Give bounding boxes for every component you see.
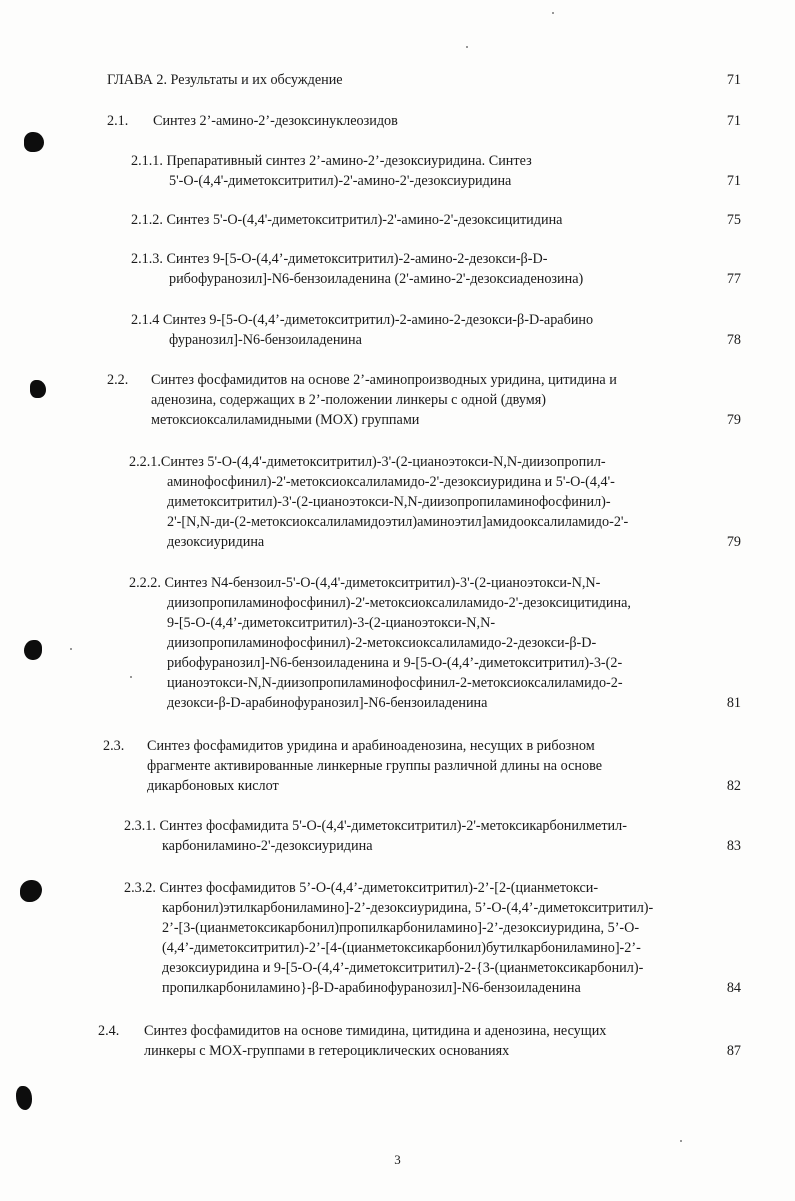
- entry-line: цианоэтокси-N,N-диизопропиламинофосфинил-2-метоксиоксалиламидо-2-: [167, 675, 623, 691]
- toc-entry-2-4: [98, 1021, 741, 1061]
- entry-line: 2.2.1.Синтез 5'-O-(4,4'-диметокситритил)-3'-(2-цианоэтокси-N,N-диизопропил-: [129, 454, 606, 470]
- section-number: 2.1.: [107, 113, 129, 129]
- toc-entry-2-1-2: [131, 210, 741, 230]
- entry-line: диизопропиламинофосфинил)-2-метоксиоксалиламидо-2-дезокси-β-D-: [167, 635, 597, 651]
- entry-line: фуранозил]-N6-бензоиладенина: [169, 332, 362, 348]
- toc-entry-2-1-1: [131, 151, 741, 191]
- entry-line: (4,4’-диметокситритил)-2’-[4-(цианметоксикарбонил)бутилкарбониламино]-2’-: [162, 940, 641, 956]
- toc-entry-2-1: [107, 111, 741, 131]
- ink-blot: [24, 132, 44, 152]
- entry-line: дезоксиуридина: [167, 534, 265, 550]
- toc-entry-2-2-2: [129, 573, 741, 713]
- ink-blot: [20, 880, 42, 902]
- toc-entry-2-2-1: [129, 452, 741, 552]
- entry-line: фрагменте активированные линкерные группы различной длины на основе: [147, 758, 602, 774]
- entry-line: 2.3.2. Синтез фосфамидитов 5’-O-(4,4’-диметокситритил)-2’-[2-(цианметокси-: [124, 880, 599, 896]
- page-ref: 75: [726, 212, 741, 228]
- entry-line: дезоксиуридина и 9-[5-O-(4,4’-диметокситритил)-2-{3-(цианметоксикарбонил)-: [162, 960, 644, 976]
- section-number: 2.3.: [103, 738, 125, 754]
- entry-line: 2'-[N,N-ди-(2-метоксиоксалиламидоэтил)аминоэтил]амидооксалиламидо-2'-: [167, 514, 629, 530]
- scan-speck: [466, 46, 468, 48]
- entry-line: рибофуранозил]-N6-бензоиладенина (2'-амино-2'-дезоксиаденозина): [169, 271, 584, 287]
- entry-line: 2.1.1. Препаративный синтез 2’-амино-2’-дезоксиуридина. Синтез: [131, 153, 532, 169]
- page-ref: 77: [726, 271, 741, 287]
- page-ref: 71: [726, 72, 741, 88]
- entry-line: карбониламино-2'-дезоксиуридина: [162, 838, 373, 854]
- entry-line: Синтез 2’-амино-2’-дезоксинуклеозидов: [153, 113, 398, 129]
- entry-line: Синтез фосфамидитов на основе тимидина, цитидина и аденозина, несущих: [144, 1023, 607, 1039]
- page-ref: 79: [726, 534, 741, 550]
- section-number: 2.1.4: [131, 312, 160, 328]
- ink-blot: [30, 380, 46, 398]
- page-ref: 84: [726, 980, 741, 996]
- toc-entry-2-1-3: [131, 249, 741, 289]
- entry-line: Синтез фосфамидитов на основе 2’-аминопроизводных уридина, цитидина и: [151, 372, 617, 388]
- entry-line: дезокси-β-D-арабинофуранозил]-N6-бензоиладенина: [167, 695, 488, 711]
- entry-line: 2.1.3. Синтез 9-[5-O-(4,4’-диметокситритил)-2-амино-2-дезокси-β-D-: [131, 251, 548, 267]
- entry-line: аминофосфинил)-2'-метоксиоксалиламидо-2'-дезоксиуридина и 5'-O-(4,4'-: [167, 474, 615, 490]
- entry-line: 2.1.4 Синтез 9-[5-O-(4,4’-диметокситритил)-2-амино-2-дезокси-β-D-арабино: [131, 312, 594, 328]
- toc-entry-2-3-1: [124, 816, 741, 856]
- section-number: 2.1.2.: [131, 212, 163, 228]
- page-ref: 78: [726, 332, 741, 348]
- section-number: 2.1.3.: [131, 251, 163, 267]
- section-number: 2.2.: [107, 372, 129, 388]
- entry-line: 2.2.2. Синтез N4-бензоил-5'-O-(4,4'-диметокситритил)-3'-(2-цианоэтокси-N,N-: [129, 575, 601, 591]
- ink-blot: [16, 1086, 32, 1110]
- scan-speck: [680, 1140, 682, 1142]
- entry-line: Синтез фосфамидитов уридина и арабиноаденозина, несущих в рибозном: [147, 738, 595, 754]
- section-number: 2.4.: [98, 1023, 120, 1039]
- entry-line: пропилкарбониламино}-β-D-арабинофуранозил]-N6-бензоиладенина: [162, 980, 581, 996]
- section-number: 2.1.1.: [131, 153, 163, 169]
- section-number: 2.2.2.: [129, 575, 161, 591]
- entry-line: 2.3.1. Синтез фосфамидита 5'-O-(4,4'-диметокситритил)-2'-метоксикарбонилметил-: [124, 818, 627, 834]
- entry-line: рибофуранозил]-N6-бензоиладенина и 9-[5-O-(4,4’-диметокситритил)-3-(2-: [167, 655, 623, 671]
- page-ref: 87: [726, 1043, 741, 1059]
- toc-entry-2-1-4: [131, 310, 741, 350]
- toc-entry-2-3-2: [124, 878, 741, 998]
- entry-line: линкеры с MOX-группами в гетероциклических основаниях: [144, 1043, 510, 1059]
- entry-line: 9-[5-O-(4,4’-диметокситритил)-3-(2-цианоэтокси-N,N-: [167, 615, 496, 631]
- entry-line: метоксиоксалиламидными (MOX) группами: [151, 412, 420, 428]
- page-ref: 79: [726, 412, 741, 428]
- entry-line: дикарбоновых кислот: [147, 778, 279, 794]
- page-ref: 71: [726, 113, 741, 129]
- entry-line: диметокситритил)-3'-(2-цианоэтокси-N,N-диизопропиламинофосфинил)-: [167, 494, 611, 510]
- section-number: 2.2.1.: [129, 454, 161, 470]
- section-number: 2.3.1.: [124, 818, 156, 834]
- entry-line: карбонил)этилкарбониламино]-2’-дезоксиуридина, 5’-O-(4,4’-диметокситритил)-: [162, 900, 654, 916]
- page-ref: 82: [726, 778, 741, 794]
- section-number: 2.3.2.: [124, 880, 156, 896]
- page-ref: 83: [726, 838, 741, 854]
- page-ref: 81: [726, 695, 741, 711]
- toc-chapter-heading: [107, 70, 741, 90]
- toc-entry-2-3: [103, 736, 741, 796]
- entry-line: диизопропиламинофосфинил)-2'-метоксиоксалиламидо-2'-дезоксицитидина,: [167, 595, 631, 611]
- entry-line: 2’-[3-(цианметоксикарбонил)пропилкарбониламино]-2’-дезоксиуридина, 5’-O-: [162, 920, 640, 936]
- entry-line: 5'-O-(4,4'-диметокситритил)-2'-амино-2'-дезоксиуридина: [169, 173, 512, 189]
- chapter-title: ГЛАВА 2. Результаты и их обсуждение: [107, 72, 343, 88]
- toc-entry-2-2: [107, 370, 741, 430]
- ink-blot: [24, 640, 42, 660]
- page-number: 3: [394, 1152, 401, 1167]
- scan-speck: [552, 12, 554, 14]
- entry-line: 2.1.2. Синтез 5'-O-(4,4'-диметокситритил)-2'-амино-2'-дезоксицитидина: [131, 212, 563, 228]
- scan-speck: [70, 648, 72, 650]
- entry-line: аденозина, содержащих в 2’-положении линкеры с одной (двумя): [151, 392, 547, 408]
- page-ref: 71: [726, 173, 741, 189]
